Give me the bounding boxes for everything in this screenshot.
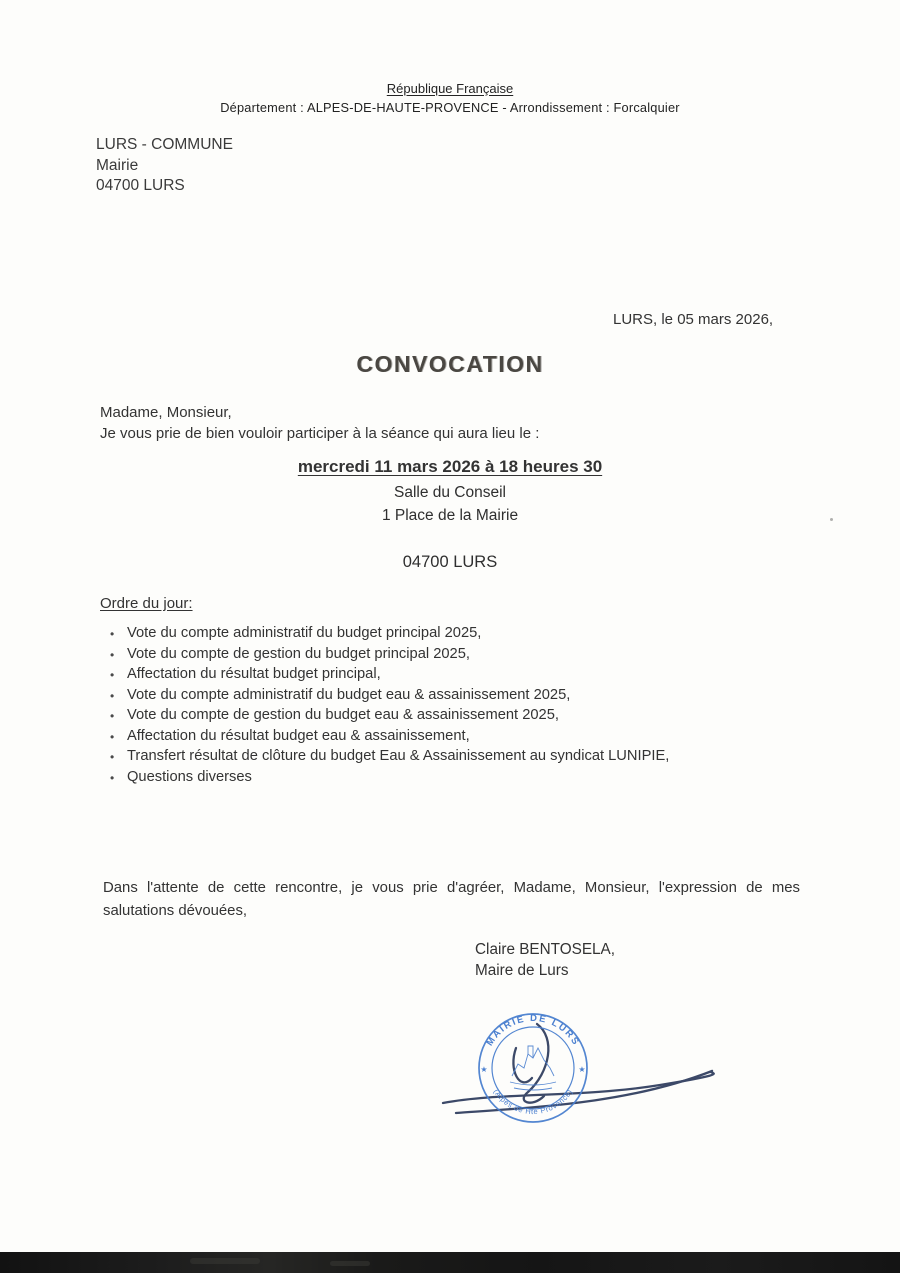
sender-address-block [96, 135, 233, 197]
republic-heading: République Française [386, 81, 514, 96]
agenda-item: • Vote du compte de gestion du budget principal 2025, [100, 644, 820, 665]
sender-commune: LURS - COMMUNE [96, 136, 233, 153]
agenda-item: • Vote du compte administratif du budget eau & assainissement 2025, [100, 685, 820, 706]
stamp-bottom-text: (Alpes de Hte Provence) [491, 1087, 575, 1117]
signatory-name: Claire BENTOSELA, [475, 941, 615, 958]
scan-artifact-dot [830, 518, 833, 521]
document-title: CONVOCATION [356, 351, 544, 377]
meeting-address: 1 Place de la Mairie [381, 507, 519, 524]
meeting-city: 04700 LURS [402, 553, 498, 571]
intro-sentence: Je vous prie de bien vouloir participer à la séance qui aura lieu le : [100, 425, 540, 442]
svg-text:MAIRIE DE LURS [484, 1013, 581, 1048]
intro-block [100, 402, 539, 444]
scan-bottom-bar [0, 1252, 900, 1273]
agenda-item: • Transfert résultat de clôture du budget Eau & Assainissement au syndicat LUNIPIE, [100, 746, 820, 767]
agenda-item: • Vote du compte de gestion du budget eau & assainissement 2025, [100, 705, 820, 726]
agenda-item: • Questions diverses [100, 767, 820, 788]
department-line: Département : ALPES-DE-HAUTE-PROVENCE - Arrondissement : Forcalquier [220, 100, 680, 115]
scan-noise [190, 1258, 260, 1264]
agenda-heading: Ordre du jour: [100, 595, 193, 612]
scan-noise [330, 1261, 370, 1266]
agenda-list [100, 623, 820, 787]
agenda-item: • Affectation du résultat budget principal, [100, 664, 820, 685]
stamp-star-left-icon: ★ [480, 1065, 488, 1074]
stamp-and-signature-area [420, 1000, 730, 1145]
salutation: Madame, Monsieur, [100, 404, 232, 421]
signatory-role: Maire de Lurs [475, 961, 569, 979]
stamp-signature-svg [420, 1000, 730, 1145]
sender-postal-city: 04700 LURS [96, 177, 185, 194]
document-header [0, 81, 900, 115]
meeting-datetime: mercredi 11 mars 2026 à 18 heures 30 [297, 457, 603, 476]
stamp-top-text: MAIRIE DE LURS [484, 1012, 582, 1049]
agenda-item: • Vote du compte administratif du budget principal 2025, [100, 623, 820, 644]
agenda-item: • Affectation du résultat budget eau & assainissement, [100, 726, 820, 747]
agenda-section [100, 595, 820, 787]
stamp-star-right-icon: ★ [578, 1065, 586, 1074]
meeting-venue: Salle du Conseil [393, 484, 506, 501]
signature-block [475, 940, 615, 981]
date-line: LURS, le 05 mars 2026, [613, 311, 774, 328]
meeting-details [0, 457, 900, 572]
closing-paragraph: Dans l'attente de cette rencontre, je vous prie d'agréer, Madame, Monsieur, l'expression de mes salutations dévouées, [103, 880, 800, 919]
municipal-stamp [479, 1013, 587, 1122]
sender-office: Mairie [96, 156, 139, 174]
